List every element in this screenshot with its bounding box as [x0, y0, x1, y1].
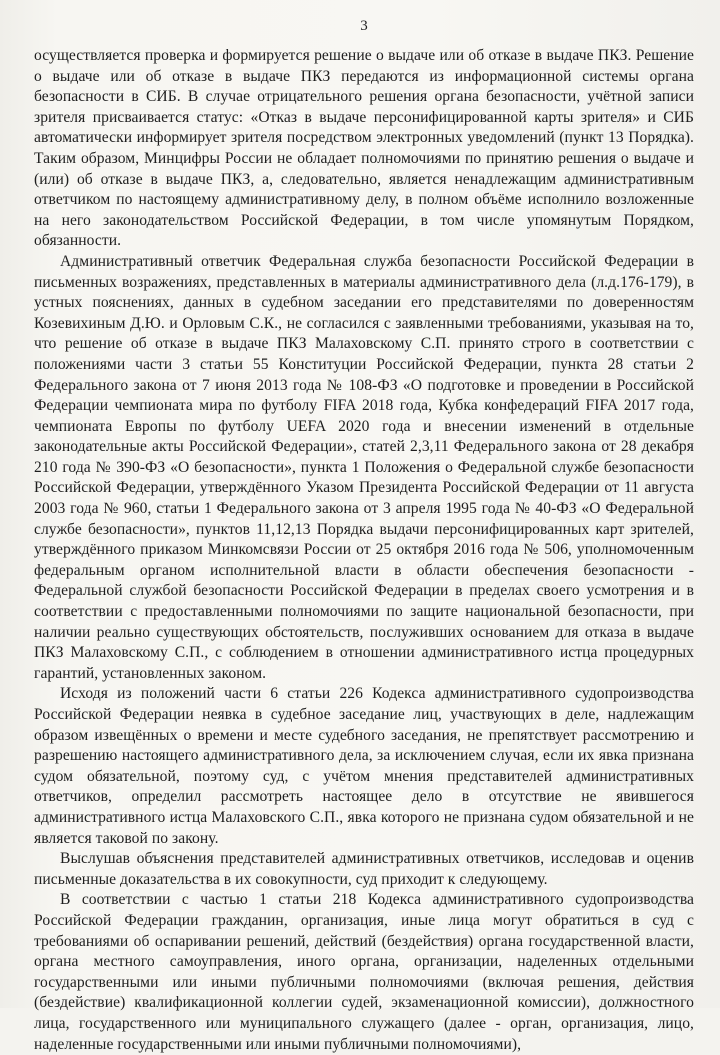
paragraph-fsb-objections: Административный ответчик Федеральная служба безопасности Российской Федерации в письменных возражениях, представленных в материалы административного дела (л.д.176-179), в устных пояснениях, данных в судебном заседании его представителями по доверенностям Козевихиным Д.Ю. и Орловым С.К., не согласился с заявленными требованиями, указывая на то, что решение об отказе в выдаче ПКЗ Малаховскому С.П. принято строго в соответствии с положениями части 3 статьи 55 Конституции Российской Федерации, пункта 28 статьи 2 Федерального закона от 7 июня 2013 года № 108-ФЗ «О подготовке и проведении в Российской Федерации чемпионата мира по футболу FIFA 2018 года, Кубка конфедераций FIFA 2017 года, чемпионата Европы по футболу UEFA 2020 года и внесении изменений в отдельные законодательные акты Российской Федерации», статей 2,3,11 Федерального закона от 28 декабря 210 года № 390-ФЗ «О безопасности», пункта 1 Положения о Федеральной службе безопасности Российской Федерации, утверждённого Указом Президента Российской Федерации от 11 августа 2003 года № 960, статьи 1 Федерального закона от 3 апреля 1995 года № 40-ФЗ «О Федеральной службе безопасности», пунктов 11,12,13 Порядка выдачи персонифицированных карт зрителей, утверждённого приказом Минкомсвязи России от 25 октября 2016 года № 506, уполномоченным федеральным органом исполнительной власти в области обеспечения безопасности - Федеральной службой безопасности Российской Федерации в пределах своего усмотрения и в соответствии с предоставленными полномочиями по защите национальной безопасности, при наличии реально существующих обстоятельств, послуживших основанием для отказа в выдаче ПКЗ Малаховскому С.П., с соблюдением в отношении административного истца процедурных гарантий, установленных законом. — [34, 252, 694, 682]
paragraph-absence-hearing: Исходя из положений части 6 статьи 226 Кодекса административного судопроизводства Российской Федерации неявка в судебное заседание лиц, участвующих в деле, надлежащим образом извещённых о времени и месте судебного заседания, не препятствует рассмотрению и разрешению настоящего административного дела, за исключением случая, если их явка признана судом обязательной, поэтому суд, с учётом мнения представителей административных ответчиков, определил рассмотреть настоящее дело в отсутствие не явившегося административного истца Малаховского С.П., явка которого не признана судом обязательной и не является таковой по закону. — [34, 685, 694, 847]
paragraph-continuation: осуществляется проверка и формируется решение о выдаче или об отказе в выдаче ПКЗ. Решение о выдаче или об отказе в выдаче ПКЗ передаются из информационной системы органа безопасности в СИБ. В случае отрицательного решения органа безопасности, учётной записи зрителя присваивается статус: «Отказ в выдаче персонифицированной карты зрителя» и СИБ автоматически информирует зрителя посредством электронных уведомлений (пункт 13 Порядка). Таким образом, Минцифры России не обладает полномочиями по принятию решения о выдаче и (или) об отказе в выдаче ПКЗ, а, следовательно, является ненадлежащим административным ответчиком по настоящему административному делу, в полном объёме исполнило возложенные на него законодательством Российской Федерации, в том числе упомянутым Порядком, обязанности. — [34, 47, 694, 250]
page-number: 3 — [360, 18, 368, 34]
paragraph-court-conclusion: Выслушав объяснения представителей административных ответчиков, исследовав и оценив письменные доказательства в их совокупности, суд приходит к следующему. — [34, 850, 694, 888]
paragraph-article-218: В соответствии с частью 1 статьи 218 Кодекса административного судопроизводства Российской Федерации гражданин, организация, иные лица могут обратиться в суд с требованиями об оспаривании решений, действий (бездействия) органа государственной власти, органа местного самоуправления, иного органа, организации, наделенных отдельными государственными или иными публичными полномочиями (включая решения, действия (бездействие) квалификационной коллегии судей, экзаменационной комиссии), должностного лица, государственного или муниципального служащего (далее - орган, организация, лицо, наделенные государственными или иными публичными полномочиями), — [34, 891, 694, 1053]
